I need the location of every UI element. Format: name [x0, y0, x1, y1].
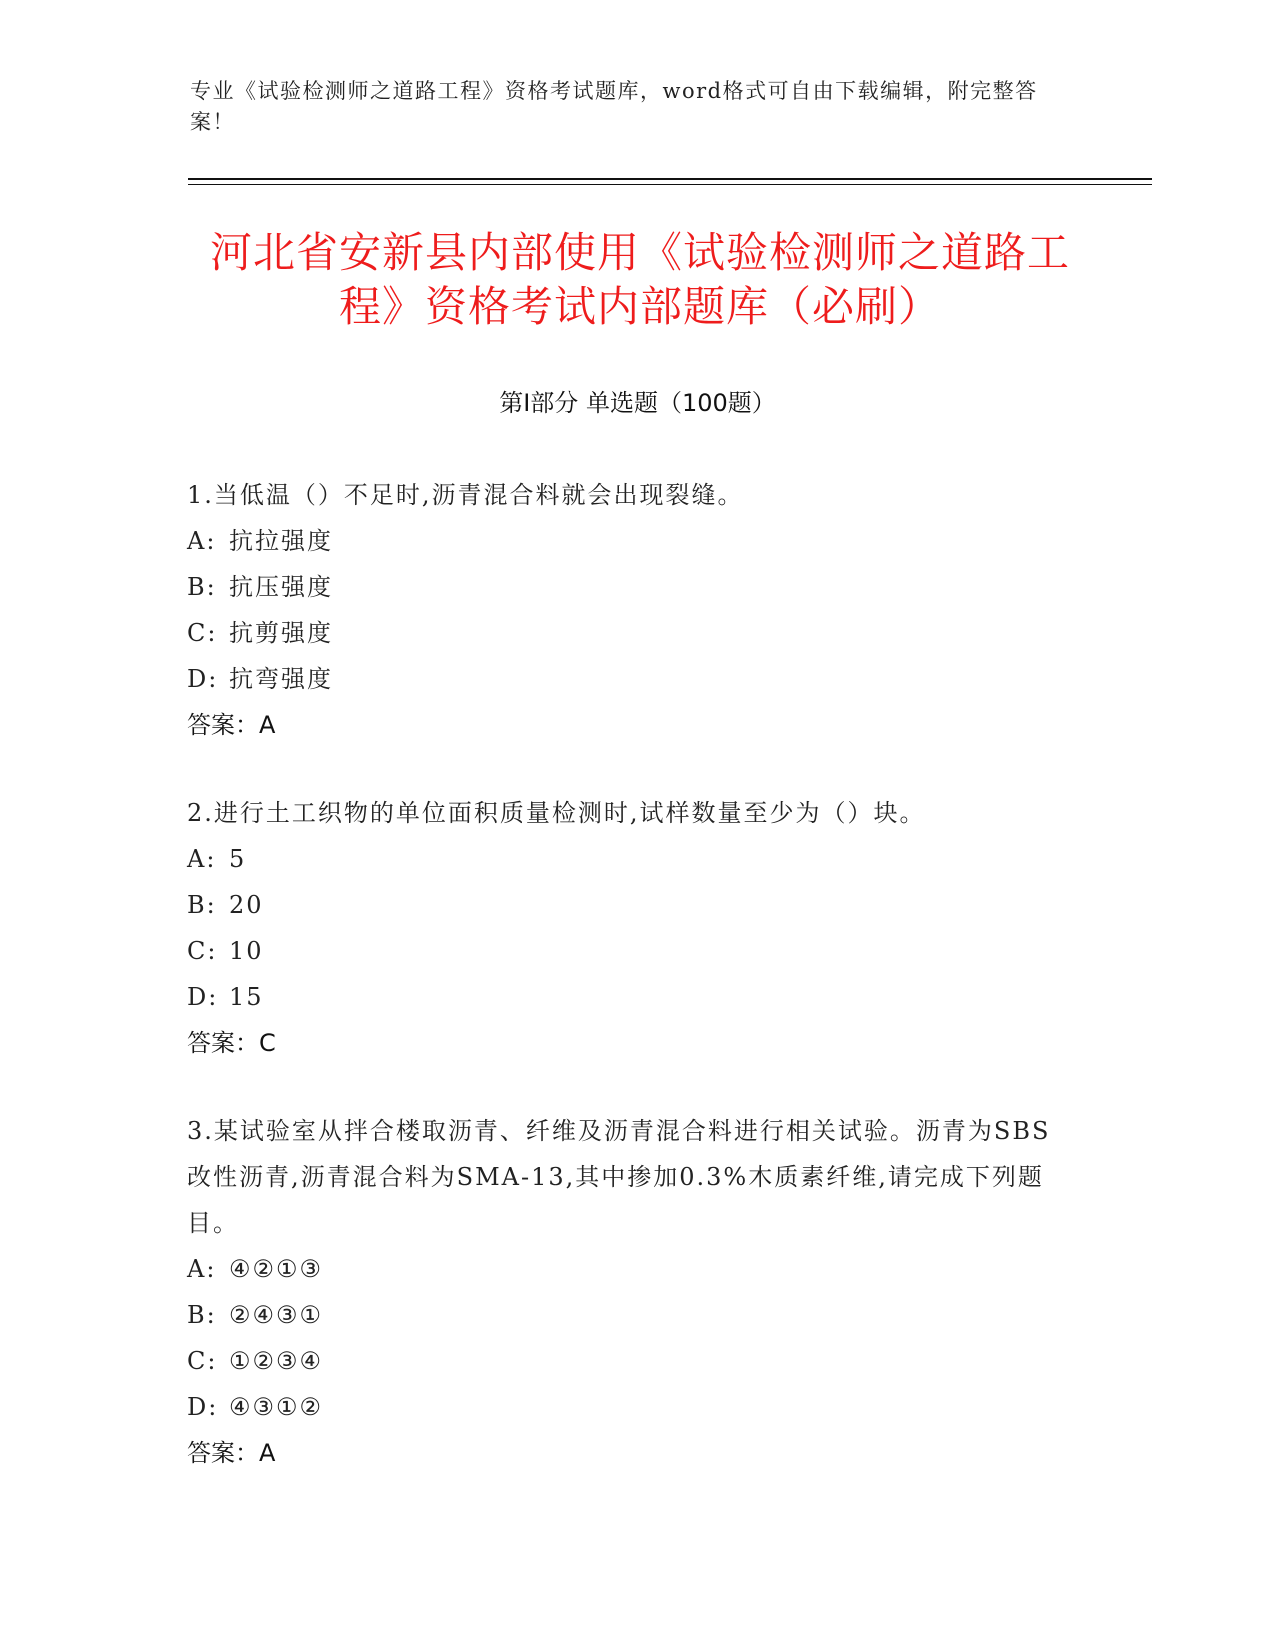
option-text: 抗弯强度: [229, 665, 333, 693]
answer: 答案：C: [187, 1029, 276, 1057]
option-text: ②④③①: [229, 1301, 324, 1329]
option-key: D:: [187, 1393, 219, 1421]
option-key: D:: [187, 983, 219, 1011]
option-text: 20: [229, 891, 264, 919]
option-text: 10: [229, 937, 264, 965]
question-1: [187, 472, 1067, 748]
section-heading: 第Ⅰ部分 单选题（100题）: [499, 389, 776, 417]
option-key: B:: [187, 573, 217, 601]
option-d: [187, 1384, 1067, 1430]
option-key: B:: [187, 891, 217, 919]
option-b: [187, 1292, 1067, 1338]
option-text: 抗拉强度: [229, 527, 333, 555]
option-key: C:: [187, 619, 218, 647]
option-d: [187, 656, 1067, 702]
option-text: 抗压强度: [229, 573, 333, 601]
option-text: 5: [229, 845, 247, 873]
option-key: B:: [187, 1301, 217, 1329]
question-stem: 3.某试验室从拌合楼取沥青、纤维及沥青混合料进行相关试验。沥青为SBS改性沥青,沥青混合料为SMA-13,其中掺加0.3%木质素纤维,请完成下列题目。: [187, 1117, 1051, 1237]
option-c: [187, 1338, 1067, 1384]
header-note: 专业《试验检测师之道路工程》资格考试题库，word格式可自由下载编辑，附完整答案！: [190, 79, 1038, 134]
option-text: 15: [229, 983, 264, 1011]
option-a: [187, 518, 1067, 564]
header-rule-thick: [188, 178, 1152, 180]
option-b: [187, 564, 1067, 610]
option-text: ④②①③: [229, 1255, 324, 1283]
option-text: 抗剪强度: [229, 619, 333, 647]
option-key: C:: [187, 937, 218, 965]
question-stem: 2.进行土工织物的单位面积质量检测时,试样数量至少为（）块。: [187, 799, 926, 827]
header-rule-thin: [188, 184, 1152, 185]
answer: 答案：A: [187, 1439, 276, 1467]
option-a: [187, 836, 1067, 882]
document-title: 河北省安新县内部使用《试验检测师之道路工程》资格考试内部题库（必刷）: [209, 228, 1070, 331]
option-d: [187, 974, 1067, 1020]
option-text: ④③①②: [229, 1393, 324, 1421]
question-2: [187, 790, 1067, 1066]
option-c: [187, 610, 1067, 656]
question-3: [187, 1108, 1067, 1476]
option-c: [187, 928, 1067, 974]
option-key: D:: [187, 665, 219, 693]
option-a: [187, 1246, 1067, 1292]
option-key: A:: [187, 845, 217, 873]
option-key: A:: [187, 1255, 217, 1283]
option-key: C:: [187, 1347, 218, 1375]
question-stem: 1.当低温（）不足时,沥青混合料就会出现裂缝。: [187, 481, 744, 509]
option-b: [187, 882, 1067, 928]
option-key: A:: [187, 527, 217, 555]
answer: 答案：A: [187, 711, 276, 739]
option-text: ①②③④: [229, 1347, 324, 1375]
